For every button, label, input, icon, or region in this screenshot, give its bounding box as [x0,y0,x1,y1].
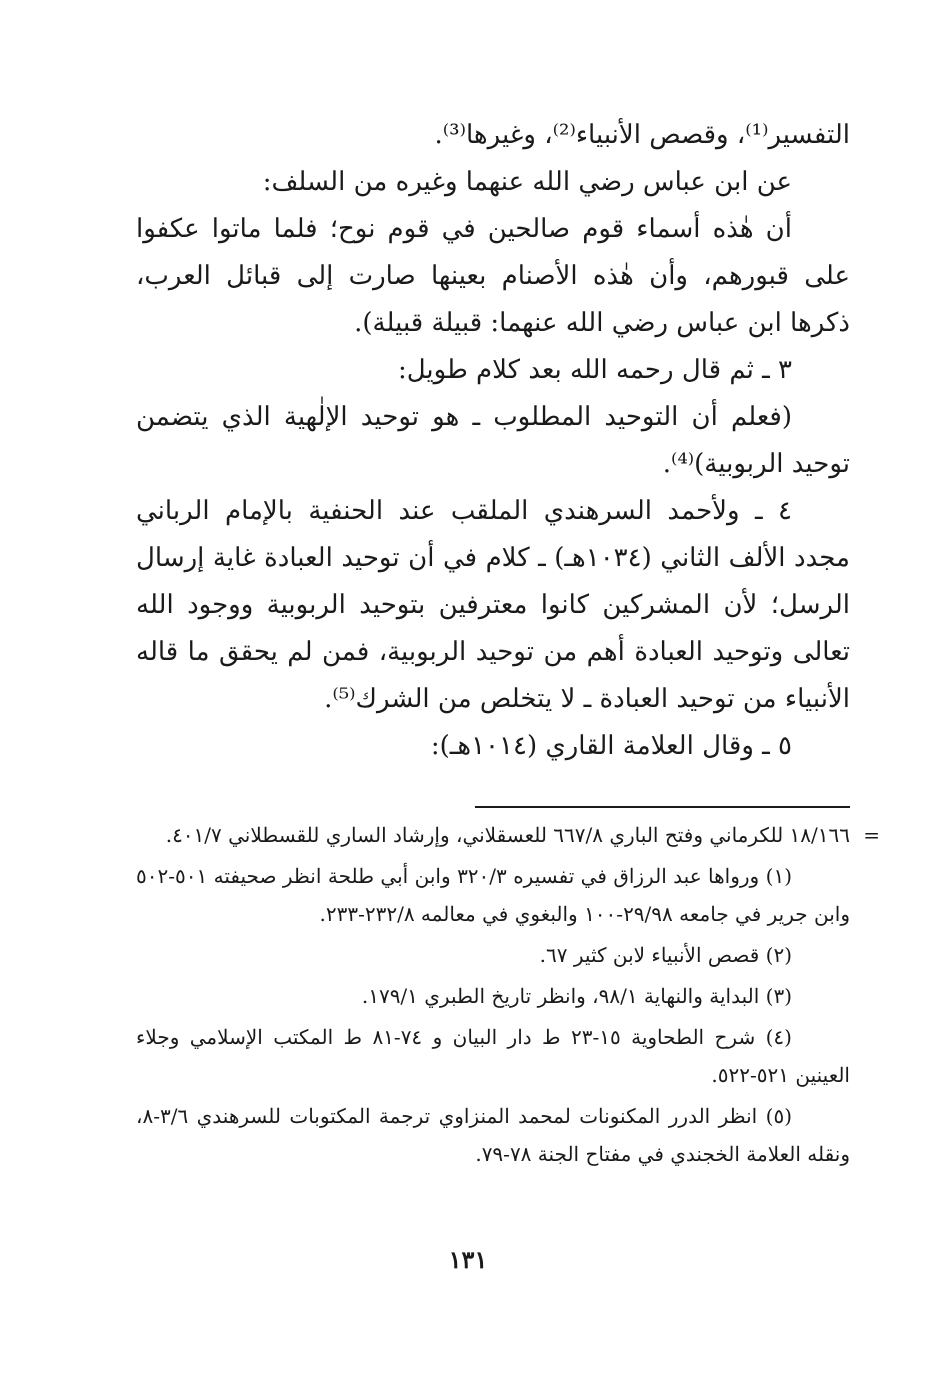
footnotes [136,816,880,1173]
footnote-3: (٣) البداية والنهاية ٩٨/١، وانظر تاريخ الطبري ١٧٩/١. [361,984,792,1008]
page-number: ١٣١ [448,1245,488,1274]
footnote-continuation [136,816,880,854]
footnote-separator [475,806,850,808]
paragraph-ibn-abbas-intro: عن ابن عباس رضي الله عنهما وغيره من السلف: [262,167,792,197]
footnote-continuation-text: ١٨/١٦٦ للكرماني وفتح الباري ٦٦٧/٨ للعسقلاني، وإرشاد الساري للقسطلاني ٤٠١/٧. [165,823,850,847]
paragraph-item-3: ٣ ـ ثم قال رحمه الله بعد كلام طويل: [397,355,792,385]
continuation-mark: = [863,823,880,847]
footnote-1: (١) ورواها عبد الرزاق في تفسيره ٣٢٠/٣ وابن أبي طلحة انظر صحيفته ٥٠١-٥٠٢ وابن جرير في جامعه ٢٩/٩٨-١٠٠ والبغوي في معالمه ٢٣٢/٨-٢٣٣. [136,864,850,926]
paragraph-nuh-names: أن هٰذه أسماء قوم صالحين في قوم نوح؛ فلما ماتوا عكفوا على قبورهم، وأن هٰذه الأصنام بعينها صارت إلى قبائل العرب، ذكرها ابن عباس رضي الله عنهما: قبيلة قبيلة). [136,214,850,338]
paragraph-item-5-qari: ٥ ـ وقال العلامة القاري (١٠١٤هـ): [430,731,792,761]
footnote-2: (٢) قصص الأنبياء لابن كثير ٦٧. [539,943,792,967]
footnote-5: (٥) انظر الدرر المكنونات لمحمد المنزاوي ترجمة المكتوبات للسرهندي ٣/٦-٨، ونقله العلامة الخجندي في مفتاح الجنة ٧٨-٧٩. [136,1104,850,1166]
main-text [136,112,850,770]
paragraph-tafsir-ref: التفسير⁽¹⁾، وقصص الأنبياء⁽²⁾، وغيرها⁽³⁾. [434,120,850,150]
footnote-4: (٤) شرح الطحاوية ١٥-٢٣ ط دار البيان و ٧٤-٨١ ط المكتب الإسلامي وجلاء العينين ٥٢١-٥٢٢. [136,1025,850,1087]
paragraph-item-4-sirhindi: ٤ ـ ولأحمد السرهندي الملقب عند الحنفية بالإمام الرباني مجدد الألف الثاني (١٠٣٤هـ) ـ كلام في أن توحيد العبادة غاية إرسال الرسل؛ لأن المشركين كانوا معترفين بتوحيد الربوبية ووجود الله تعالى وتوحيد العبادة أهم من توحيد الربوبية، فمن لم يحقق ما قاله الأنبياء من توحيد العبادة ـ لا يتخلص من الشرك⁽⁵⁾. [136,496,850,714]
paragraph-tawhid-quote: (فعلم أن التوحيد المطلوب ـ هو توحيد الإلٰهية الذي يتضمن توحيد الربوبية)⁽⁴⁾. [136,402,850,479]
